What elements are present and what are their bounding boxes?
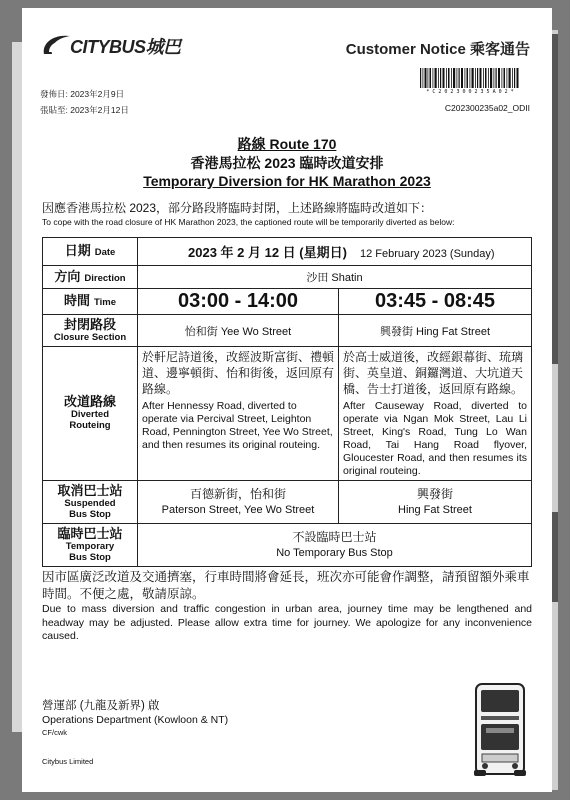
routeing-col1-zh: 於軒尼詩道後，改經波斯富街、禮頓道、邊寧頓街、怡和街後，返回原有路線。 [142, 350, 335, 397]
label-suspended-en1: Suspended [64, 497, 116, 509]
label-date [43, 238, 138, 266]
label-time-zh: 時間 [63, 293, 90, 309]
post-date: 張貼至: 2023年2月12日 [40, 105, 129, 115]
time-col1: 03:00 - 14:00 [138, 289, 339, 315]
temporary-value [138, 524, 532, 567]
label-temporary-zh: 臨時巴士站 [57, 525, 123, 541]
row-routeing [43, 347, 532, 481]
intro-en: To cope with the road closure of HK Marathon 2023, the captioned route will be temporarily diverted as below: [42, 217, 455, 227]
label-routeing [43, 347, 138, 481]
label-direction-en: Direction [84, 272, 126, 284]
temporary-value-en: No Temporary Bus Stop [276, 546, 393, 559]
company-name: Citybus Limited [42, 757, 94, 766]
routeing-col1-en: After Hennessy Road, diverted to operate via Percival Street, Leighton Road, Pennington Street, Yee Wo Street, and then resumes its original routeing. [142, 399, 333, 451]
date-value-en: 12 February 2023 (Sunday) [360, 248, 495, 260]
label-suspended [43, 481, 138, 524]
note-zh: 因市區廣泛改道及交通擠塞，行車時間將會延長，班次亦可能會作調整，請預留額外乘車時間。不便之處，敬請原諒。 [42, 570, 530, 601]
label-date-zh: 日期 [64, 243, 91, 259]
row-temporary [43, 524, 532, 567]
bus-icon [472, 682, 528, 778]
suspended-col1 [138, 481, 339, 524]
row-date [43, 238, 532, 266]
dept-zh: 營運部 (九龍及新界) 啟 [42, 700, 160, 712]
routeing-col2-en: After Causeway Road, diverted to operate via Ngan Mok Street, Lau Li Street, King's Road, Tung Lo Wan Road, Tai Hang Road flyover, Gloucester Road, and then resumes its original routeing. [343, 399, 527, 478]
label-direction-zh: 方向 [54, 268, 81, 284]
label-time [43, 289, 138, 315]
suspended-col1-en: Paterson Street, Yee Wo Street [161, 503, 315, 516]
intro-zh: 因應香港馬拉松 2023，部分路段將臨時封閉，上述路線將臨時改道如下： [42, 201, 433, 215]
barcode-icon [420, 68, 520, 88]
label-closure-en: Closure Section [53, 331, 127, 343]
label-closure-zh: 封閉路段 [63, 316, 116, 332]
date-value-zh: 2023 年 2 月 12 日 (星期日) [188, 245, 347, 260]
label-closure [43, 315, 138, 347]
temporary-value-zh: 不設臨時巴士站 [292, 530, 377, 545]
row-direction [43, 266, 532, 289]
routeing-col1 [138, 347, 339, 481]
label-routeing-en2: Routeing [69, 420, 111, 432]
time-col2: 03:45 - 08:45 [339, 289, 532, 315]
citybus-logo-icon [40, 32, 74, 60]
routeing-col2 [339, 347, 532, 481]
row-time [43, 289, 532, 315]
label-suspended-zh: 取消巴士站 [57, 482, 123, 498]
reference-code: CF/cwk [42, 728, 67, 737]
note-en: Due to mass diversion and traffic congestion in urban area, journey time may be lengthened and headway may be adjusted. Please allow extra time for journey. We apologize for any inconvenience caused. [42, 603, 532, 643]
suspended-col1-zh: 百德新街，怡和街 [189, 487, 286, 502]
label-direction [43, 266, 138, 289]
citybus-logo [40, 32, 181, 60]
closure-col1: 怡和街 Yee Wo Street [138, 315, 339, 347]
title-zh: 香港馬拉松 2023 臨時改道安排 [190, 155, 384, 171]
suspended-col2 [339, 481, 532, 524]
label-temporary-en2: Bus Stop [69, 551, 111, 563]
label-routeing-zh: 改道路線 [63, 394, 116, 410]
diversion-table [42, 237, 532, 567]
row-suspended [43, 481, 532, 524]
label-temporary-en1: Temporary [65, 540, 115, 552]
suspended-col2-en: Hing Fat Street [398, 503, 472, 516]
notice-code: C202300235a02_ODII [444, 103, 530, 113]
route-title: 路線 Route 170 [237, 136, 337, 152]
title-en: Temporary Diversion for HK Marathon 2023 [143, 173, 431, 189]
date-value [138, 238, 532, 266]
row-closure [43, 315, 532, 347]
label-suspended-en2: Bus Stop [69, 508, 111, 520]
issue-date: 發佈日: 2023年2月9日 [40, 89, 125, 99]
direction-value: 沙田 Shatin [138, 266, 532, 289]
routeing-col2-zh: 於高士威道後，改經銀幕街、琉璃街、英皇道、銅鑼灣道、大坑道天橋、告士打道後，返回原有路線。 [343, 350, 524, 397]
dept-en: Operations Department (Kowloon & NT) [42, 714, 229, 726]
closure-col2: 興發街 Hing Fat Street [339, 315, 532, 347]
label-time-en: Time [94, 297, 117, 309]
label-date-en: Date [94, 247, 116, 259]
notice-title: Customer Notice 乘客通告 [345, 41, 530, 58]
suspended-col2-zh: 興發街 [416, 487, 453, 502]
barcode-text: * C 2 0 2 3 0 0 2 3 5 A 0 2 * [426, 89, 514, 95]
logo-text: CITYBUS城巴 [70, 37, 181, 57]
label-temporary [43, 524, 138, 567]
label-routeing-en1: Diverted [70, 409, 109, 421]
